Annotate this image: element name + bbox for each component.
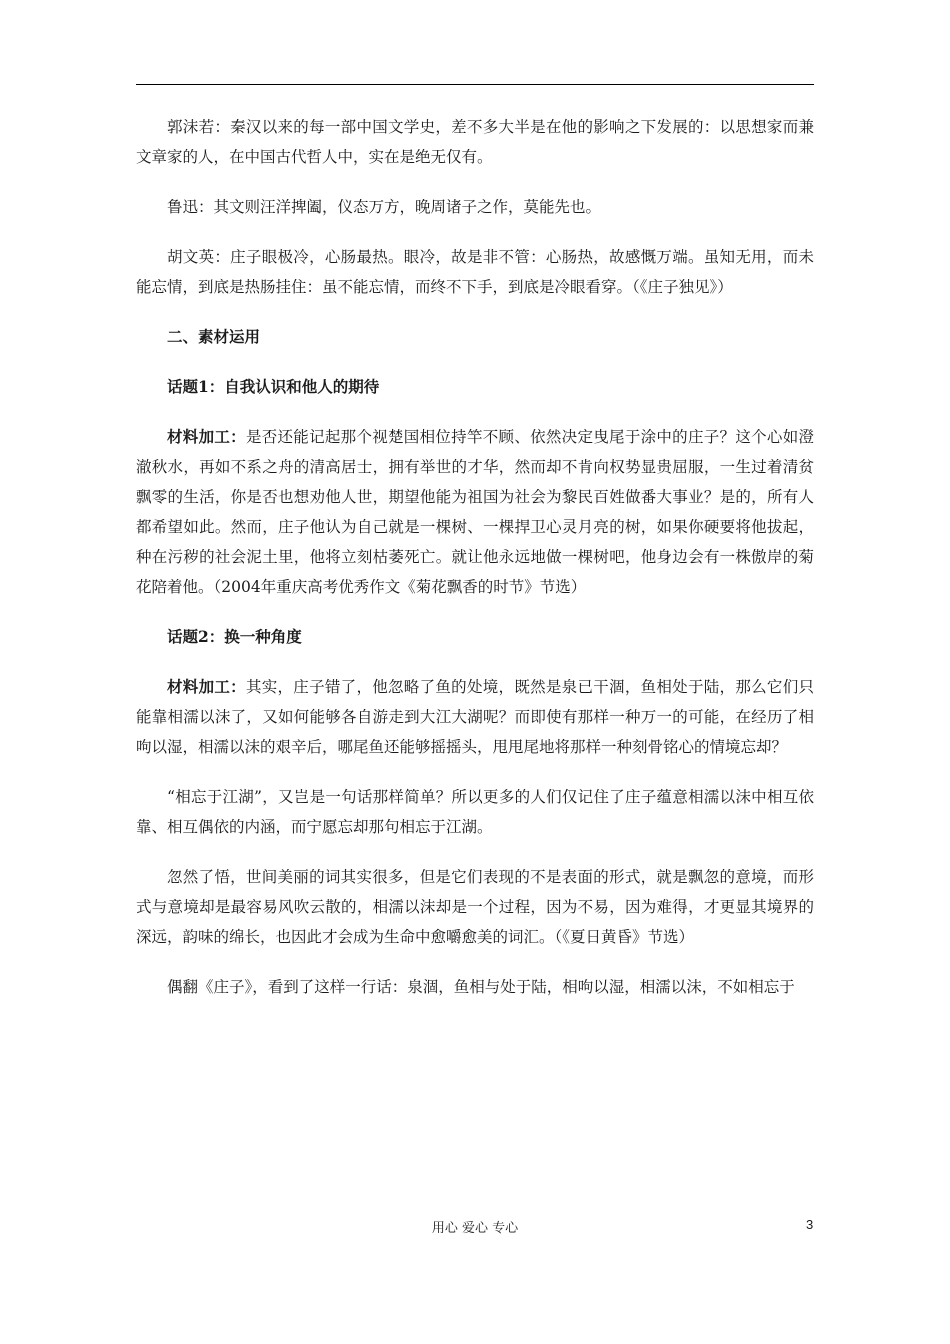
section-heading: 二、素材运用: [167, 327, 261, 346]
paragraph-wuliao: 忽然了悟，世间美丽的词其实很多，但是它们表现的不是表面的形式，就是飘忽的意境，而形式与意境却是最容易风吹云散的，相濡以沫却是一个过程，因为不易，因为难得，才更显其境界的深远，韵味的绵长，也因此才会成为生命中愈嚼愈美的词汇。（《夏日黄昏》节选）: [136, 868, 814, 946]
page-number: 3: [806, 1217, 814, 1232]
document-body: [136, 112, 814, 1002]
material-text: 其实，庄子错了，他忽略了鱼的处境，既然是泉已干涸，鱼相处于陆，那么它们只能靠相濡以沫了，又如何能够各自游走到大江大湖呢？而即使有那样一种万一的可能，在经历了相呴以湿，相濡以沫的艰辛后，哪尾鱼还能够摇摇头，甩甩尾地将那样一种刻骨铭心的情境忘却？: [136, 678, 814, 756]
material-label: 材料加工：: [167, 427, 246, 446]
header-rule: [136, 84, 814, 85]
footer-text: 用心 爱心 专心: [431, 1221, 519, 1236]
material-text: 是否还能记起那个视楚国相位持竿不顾、依然决定曳尾于涂中的庄子？这个心如澄澈秋水，再如不系之舟的清高居士，拥有举世的才华，然而却不肯向权势显贵屈服，一生过着清贫飘零的生活，你是否也想劝他人世，期望他能为祖国为社会为黎民百姓做番大事业？是的，所有人都希望如此。然而，庄子他认为自己就是一棵树、一棵捍卫心灵月亮的树，如果你硬要将他拔起，种在污秽的社会泥土里，他将立刻枯萎死亡。就让他永远地做一棵树吧，他身边会有一株傲岸的菊花陪着他。（2004年重庆高考优秀作文《菊花飘香的时节》节选）: [136, 428, 814, 596]
paragraph-xiangwang: “相忘于江湖”，又岂是一句话那样简单？所以更多的人们仅记住了庄子蕴意相濡以沫中相互依靠、相互偶依的内涵，而宁愿忘却那句相忘于江湖。: [136, 788, 814, 836]
topic-1-material: [136, 422, 814, 602]
paragraph-guo-moruo: 郭沫若：秦汉以来的每一部中国文学史，差不多大半是在他的影响之下发展的：以思想家而兼文章家的人，在中国古代哲人中，实在是绝无仅有。: [136, 118, 814, 166]
paragraph-lu-xun: 鲁迅：其文则汪洋捭阖，仪态万方，晚周诸子之作，莫能先也。: [167, 198, 602, 216]
topic-2-material: [136, 672, 814, 762]
topic-1-heading: 话题1：自我认识和他人的期待: [167, 377, 380, 396]
topic-2-heading: 话题2：换一种角度: [167, 627, 302, 646]
material-label: 材料加工：: [167, 677, 246, 696]
paragraph-hu-wenying: 胡文英：庄子眼极冷，心肠最热。眼冷，故是非不管：心肠热，故感慨万端。虽知无用，而未能忘情，到底是热肠挂住：虽不能忘情，而终不下手，到底是冷眼看穿。（《庄子独见》）: [136, 248, 814, 296]
paragraph-oufan: 偶翻《庄子》，看到了这样一行话：泉涸，鱼相与处于陆，相呴以湿，相濡以沫，不如相忘于: [167, 978, 795, 996]
